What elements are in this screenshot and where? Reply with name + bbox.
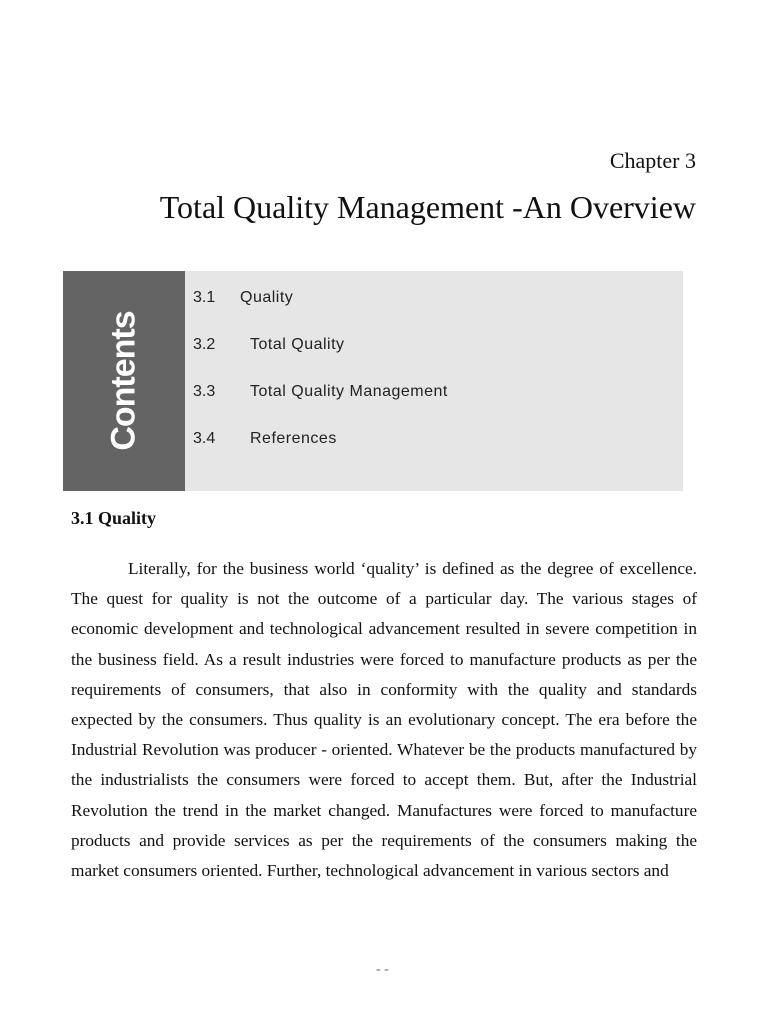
page-number: - - <box>376 962 389 977</box>
toc-item-text: References <box>250 430 337 447</box>
toc-item-text: Quality <box>240 289 294 306</box>
contents-tab <box>63 271 185 491</box>
body-paragraph: Literally, for the business world ‘quality’ is defined as the degree of excellence. The quest for quality is not the outcome of a particular day. The various stages of economic development and technological advancement resulted in severe competition in the business field. As a result industries were forced to manufacture products as per the requirements of consumers, that also in conformity with the quality and standards expected by the consumers. Thus quality is an evolutionary concept. The era before the Industrial Revolution was producer - oriented. Whatever be the products manufactured by the industrialists the consumers were forced to accept them. But, after the Industrial Revolution the trend in the market changed. Manufactures were forced to manufacture products and provide services as per the requirements of the consumers making the market consumers oriented. Further, technological advancement in various sectors and <box>71 559 697 881</box>
section-heading: 3.1 Quality <box>71 508 157 528</box>
toc-item-text: Total Quality <box>250 336 345 353</box>
toc-item-number: 3.4 <box>193 430 216 447</box>
toc-item-number: 3.1 <box>193 289 216 306</box>
chapter-title: Total Quality Management -An Overview <box>159 189 696 225</box>
toc-item-number: 3.2 <box>193 336 216 353</box>
toc-item-text: Total Quality Management <box>250 383 448 400</box>
contents-box <box>63 271 683 491</box>
toc-item-number: 3.3 <box>193 383 216 400</box>
chapter-label: Chapter 3 <box>609 148 696 173</box>
contents-tab-label: Contents <box>104 311 143 451</box>
